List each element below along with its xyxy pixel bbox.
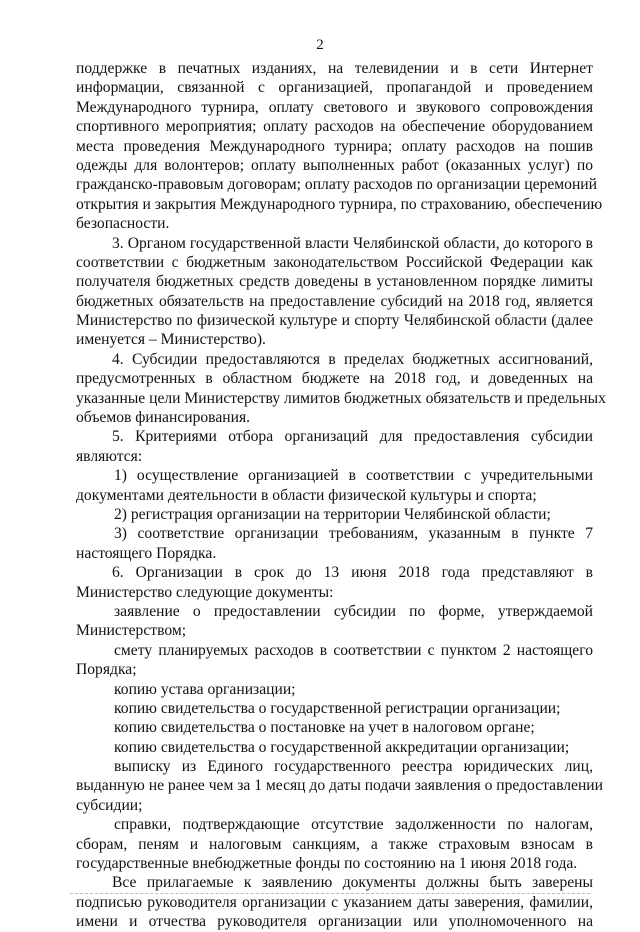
text-line: объемов финансирования. — [76, 409, 251, 427]
text-line: копию свидетельства о государственной регистрации организации; — [114, 699, 561, 717]
text-line: 2) регистрация организации на территории Челябинской области; — [114, 505, 551, 523]
text-line: Министерство следующие документы: — [76, 583, 334, 601]
text-line: соответствии с бюджетным законодательством Российской Федерации как — [76, 253, 593, 271]
text-line: справки, подтверждающие отсутствие задолженности по налогам, — [114, 816, 593, 834]
text-line: спортивного мероприятия; оплату расходов на обеспечение оборудованием — [76, 118, 593, 136]
scan-edge-line — [70, 893, 590, 894]
text-line: 3) соответствие организации требованиям, указанным в пункте 7 — [114, 525, 593, 543]
text-line: Министерством; — [76, 622, 187, 640]
text-line: места проведения Международного турнира; оплату расходов на пошив — [76, 137, 593, 155]
text-line: копию свидетельства о постановке на учет в налоговом органе; — [114, 719, 535, 737]
text-line: 5. Критериями отбора организаций для предоставления субсидии — [112, 428, 593, 446]
text-line: выписку из Единого государственного реестра юридических лиц, — [114, 758, 593, 776]
text-line: документами деятельности в области физической культуры и спорта; — [76, 486, 537, 504]
text-line: информации, связанной с организацией, пропагандой и проведением — [76, 79, 593, 97]
text-line: являются: — [76, 447, 143, 465]
document-body — [76, 59, 606, 932]
text-line: копию устава организации; — [114, 680, 296, 698]
text-line: Порядка; — [76, 661, 137, 679]
text-line: заявление о предоставлении субсидии по форме, утверждаемой — [114, 602, 593, 620]
text-line: Все прилагаемые к заявлению документы должны быть заверены — [112, 874, 593, 892]
text-line: гражданско-правовым договорам; оплату расходов по организации церемоний — [76, 176, 597, 194]
text-line: 6. Организации в срок до 13 июня 2018 года представляют в — [112, 564, 593, 582]
text-line: предусмотренных в областном бюджете на 2018 год, и доведенных на — [76, 370, 593, 388]
text-line: копию свидетельства о государственной аккредитации организации; — [114, 738, 570, 756]
text-line: сборам, пеням и налоговым санкциям, а также страховым взносам в — [76, 835, 593, 853]
text-line: 1) осуществление организацией в соответствии с учредительными — [114, 467, 593, 485]
text-line: именуется – Министерство). — [76, 331, 266, 349]
text-line: Министерство по физической культуре и спорту Челябинской области (далее — [76, 312, 593, 330]
text-line: настоящего Порядка. — [76, 544, 217, 562]
text-line: 3. Органом государственной власти Челябинской области, до которого в — [112, 234, 593, 252]
text-line: бюджетных обязательств на предоставление субсидий на 2018 год, является — [76, 292, 593, 310]
text-line: выданную не ранее чем за 1 месяц до даты подачи заявления о предоставлении — [76, 777, 603, 795]
text-line: субсидии; — [76, 796, 143, 814]
page-number: 2 — [316, 37, 324, 53]
text-line: подписью руководителя организации с указанием даты заверения, фамилии, — [76, 893, 593, 911]
text-line: безопасности. — [76, 215, 170, 233]
text-line: указанные цели Министерству лимитов бюджетных обязательств и предельных — [76, 389, 606, 407]
text-line: открытия и закрытия Международного турнира, по страхованию, обеспечению — [76, 195, 603, 213]
text-line: одежды для волонтеров; оплату выполненных работ (оказанных услуг) по — [76, 156, 593, 174]
text-line: поддержке в печатных изданиях, на телевидении и в сети Интернет — [76, 60, 593, 77]
text-line: имени и отчества руководителя организации или уполномоченного на — [76, 913, 593, 931]
text-line: Международного турнира, оплату светового и звукового сопровождения — [76, 98, 593, 116]
text-line: получателя бюджетных средств доведены в установленном порядке лимиты — [76, 273, 593, 291]
text-line: государственные внебюджетные фонды по состоянию на 1 июня 2018 года. — [76, 855, 578, 873]
text-line: 4. Субсидии предоставляются в пределах бюджетных ассигнований, — [112, 350, 593, 368]
text-line: смету планируемых расходов в соответствии с пунктом 2 настоящего — [114, 641, 593, 659]
